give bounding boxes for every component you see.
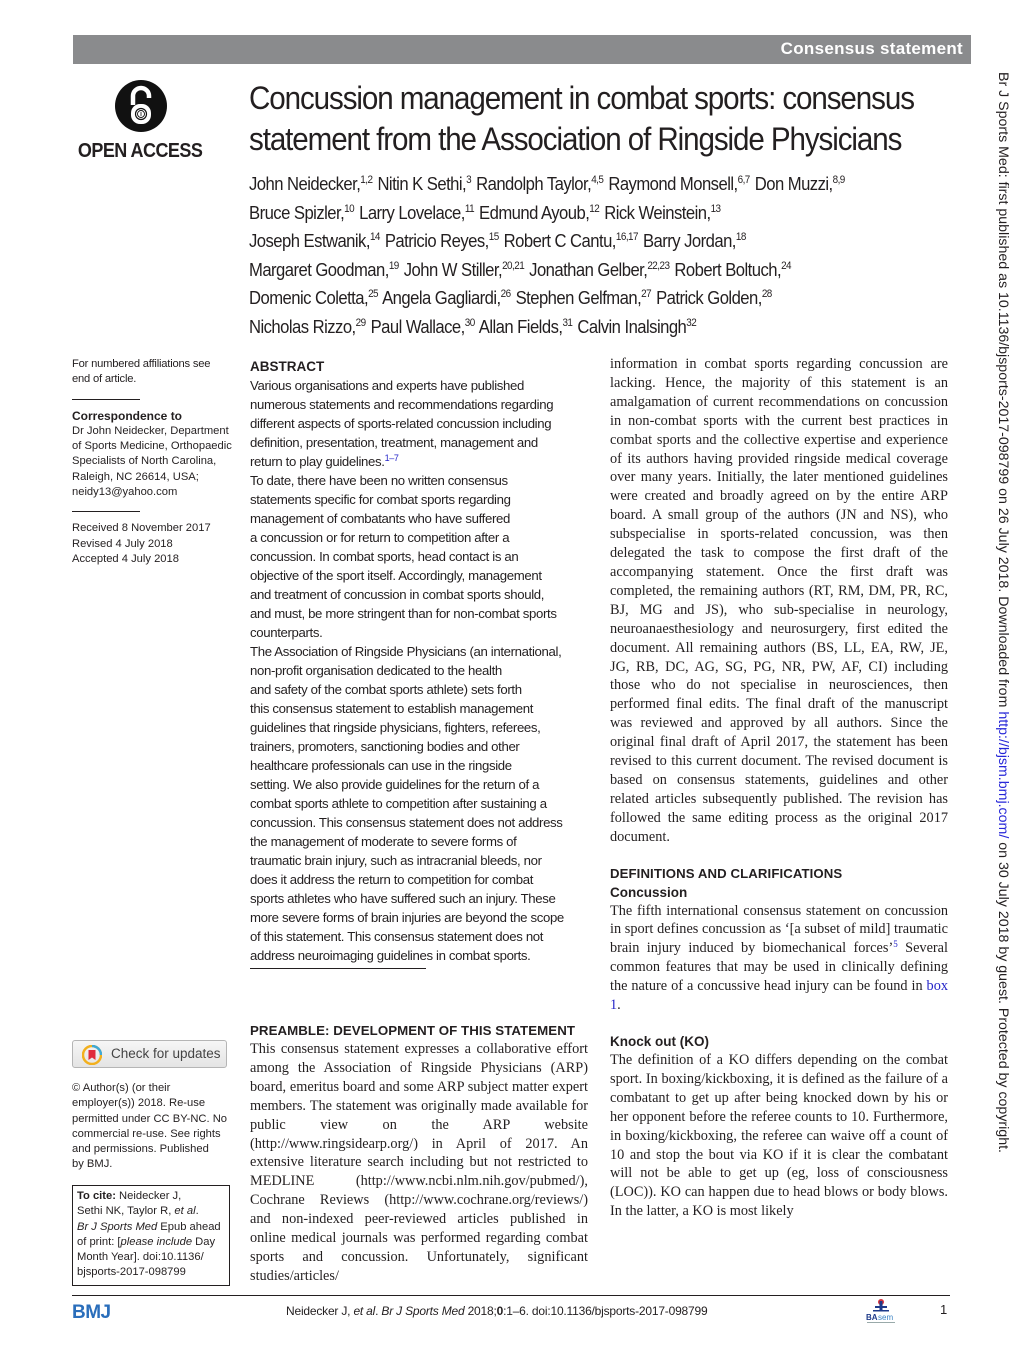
reference-link[interactable]: 1–7 bbox=[384, 453, 399, 463]
author-name[interactable]: Edmund Ayoub, bbox=[479, 201, 590, 223]
abstract-line: definition, presentation, treatment, management and bbox=[250, 435, 538, 450]
affiliation-ref: 31 bbox=[562, 316, 573, 329]
affiliation-ref: 22,23 bbox=[647, 259, 670, 272]
affiliation-ref: 13 bbox=[710, 202, 721, 215]
affiliation-ref: 25 bbox=[368, 288, 379, 300]
cite-text: . bbox=[195, 1205, 199, 1218]
affiliation-ref: 26 bbox=[500, 288, 511, 300]
abstract-line: guidelines that ringside physicians, fighters, referees, bbox=[250, 720, 541, 735]
citation-box bbox=[72, 1185, 230, 1286]
abstract-line: address neuroimaging guidelines in combat sports. bbox=[250, 948, 531, 963]
affiliation-ref: 11 bbox=[464, 202, 475, 215]
author-name[interactable]: Robert C Cantu, bbox=[503, 230, 616, 251]
author-name[interactable]: Patricio Reyes, bbox=[384, 230, 489, 251]
author-line bbox=[249, 284, 933, 313]
abstract-line: The Association of Ringside Physicians (an international, bbox=[250, 644, 562, 659]
divider bbox=[72, 511, 140, 512]
abstract-line: objective of the sport itself. Accordingly, management bbox=[250, 568, 542, 583]
correspondence-address bbox=[72, 424, 232, 500]
rights-line: permitted under CC BY-NC. No bbox=[72, 1112, 228, 1125]
author-name[interactable]: Bruce Spizler, bbox=[249, 201, 345, 223]
text-run: Several common features that may be used in clinically defining the nature of a concussive head injury can be found in bbox=[610, 940, 948, 995]
abstract-line: statements specific for combat sports regarding bbox=[250, 492, 511, 507]
author-line bbox=[249, 313, 933, 342]
article-title bbox=[249, 78, 914, 160]
rights-line: employer(s)) 2018. Re-use bbox=[72, 1097, 206, 1110]
text-run: Neidecker J, bbox=[286, 1304, 354, 1318]
author-name[interactable]: Jonathan Gelber, bbox=[529, 258, 648, 280]
abstract-line: management of combatants who have suffered bbox=[250, 511, 510, 526]
abstract-line: the management of moderate to severe forms of bbox=[250, 834, 517, 849]
abstract-line: concussion. This consensus statement does not address bbox=[250, 815, 563, 830]
preamble-paragraph: This consensus statement expresses a collaborative effort among the Association of Ringside Physicians (ARP) board, emeritus board and some ARP subject matter expert members. The statement was originally made available for public view on the ARP website (http://www.ringsidearp.org/) in April of 2017. An extensive literature search including but not restricted to MEDLINE (http://www.ncbi.nlm.nih.gov/pubmed/), Cochrane Reviews (http://www.cochrane.org/reviews/) and non-indexed peer-reviewed articles published in online medical journals was performed regarding combat sports and concussion. Unfortunately, significant studies/articles/ bbox=[250, 1041, 588, 1284]
knockout-paragraph: The definition of a KO differs depending on the combat sport. In boxing/kickboxing, it is defined as the failure of a combatant to get up after being knocked down by his or her opponent before the referee counts to 10. Furthermore, in boxing/kickboxing, the referee can waive off a count of 10 and stop the bout via KO if it is clear the combatant will not be able to get up (eg, loss of consciousness (LOC)). KO can happen due to head blows or body blows. In the latter, a KO is most likely bbox=[610, 1052, 948, 1220]
download-watermark bbox=[995, 72, 1011, 1153]
author-name[interactable]: Nicholas Rizzo, bbox=[249, 315, 356, 337]
abstract-line: return to play guidelines. bbox=[250, 454, 385, 469]
check-for-updates-button[interactable] bbox=[72, 1040, 227, 1068]
section-label: Consensus statement bbox=[780, 39, 963, 58]
cite-text: Sethi NK, Taylor R, bbox=[77, 1205, 175, 1218]
right-column bbox=[610, 355, 948, 1221]
abstract-paragraph bbox=[250, 376, 585, 471]
abstract-line: counterparts. bbox=[250, 625, 323, 640]
abstract-paragraph bbox=[250, 471, 585, 642]
author-list bbox=[249, 170, 933, 341]
affiliation-ref: 27 bbox=[641, 288, 652, 300]
author-name[interactable]: Angela Gagliardi, bbox=[382, 287, 501, 308]
rights-line: commercial re-use. See rights bbox=[72, 1127, 221, 1140]
author-name[interactable]: John Neidecker, bbox=[249, 173, 361, 194]
address-line: of Sports Medicine, Orthopaedic bbox=[72, 440, 232, 453]
author-name[interactable]: Joseph Estwanik, bbox=[249, 230, 370, 251]
abstract-line: healthcare professionals can use in the ringside bbox=[250, 758, 512, 773]
title-line: statement from the Association of Ringside Physicians bbox=[249, 121, 902, 157]
article-sidebar bbox=[72, 357, 232, 567]
cite-text: Day bbox=[192, 1235, 216, 1248]
abstract-line: sports athletes who have suffered such an injury. These bbox=[250, 891, 556, 906]
preamble-heading: PREAMBLE: DEVELOPMENT OF THIS STATEMENT bbox=[250, 1023, 576, 1038]
abstract-line: numerous statements and recommendations regarding bbox=[250, 397, 554, 412]
watermark-text: on 30 July 2018 by guest. Protected by copyright. bbox=[995, 838, 1011, 1153]
abstract-line: Various organisations and experts have published bbox=[250, 378, 525, 393]
abstract-line: setting. We also provide guidelines for the return of a bbox=[250, 777, 540, 792]
author-name[interactable]: Don Muzzi, bbox=[754, 173, 833, 194]
author-name[interactable]: John W Stiller, bbox=[403, 258, 503, 280]
text-run: . bbox=[617, 997, 621, 1014]
footer-rule bbox=[72, 1295, 950, 1296]
text-run: . bbox=[375, 1304, 382, 1318]
abstract-line: and safety of the combat sports athlete) sets forth bbox=[250, 682, 522, 697]
abstract-line: this consensus statement to establish management bbox=[250, 701, 534, 716]
author-line bbox=[249, 256, 933, 285]
abstract-line: trainers, promoters, sanctioning bodies and other bbox=[250, 739, 520, 754]
correspondence-heading: Correspondence to bbox=[72, 408, 183, 423]
text-run: Br J Sports Med bbox=[381, 1304, 465, 1318]
knockout-subheading: Knock out (KO) bbox=[610, 1034, 709, 1049]
definitions-heading: DEFINITIONS AND CLARIFICATIONS bbox=[610, 865, 843, 881]
affiliation-ref: 32 bbox=[686, 316, 697, 329]
author-name[interactable]: Margaret Goodman, bbox=[249, 258, 389, 280]
affiliation-ref: 1,2 bbox=[360, 174, 373, 186]
author-name[interactable]: Calvin Inalsingh bbox=[577, 315, 687, 337]
rights-line: and permissions. Published bbox=[72, 1143, 209, 1156]
abstract-section bbox=[250, 357, 585, 965]
rights-line: by BMJ. bbox=[72, 1158, 113, 1171]
abstract-line: of this statement. This consensus statement does not bbox=[250, 929, 544, 944]
correspondence-email[interactable]: neidy13@yahoo.com bbox=[72, 486, 178, 499]
affiliation-ref: 8,9 bbox=[832, 174, 845, 186]
cite-label: To cite: bbox=[77, 1190, 116, 1202]
affiliation-ref: 16,17 bbox=[615, 231, 638, 243]
abstract-line: different aspects of sports-related concussion including bbox=[250, 416, 552, 431]
abstract-line: To date, there have been no written consensus bbox=[250, 473, 508, 488]
basem-logo-icon bbox=[864, 1298, 898, 1326]
affiliation-ref: 6,7 bbox=[737, 174, 750, 186]
footer-citation bbox=[286, 1304, 707, 1318]
title-line: Concussion management in combat sports: consensus bbox=[249, 80, 914, 116]
reference-link[interactable]: 5 bbox=[893, 939, 898, 950]
affiliation-ref: 29 bbox=[355, 316, 366, 329]
preamble-section bbox=[250, 1021, 588, 1286]
received-date: Received 8 November 2017 bbox=[72, 522, 211, 535]
author-name[interactable]: Paul Wallace, bbox=[370, 315, 465, 337]
text-run: 2018; bbox=[464, 1304, 497, 1318]
bjsm-link[interactable]: http://bjsm.bmj.com/ bbox=[995, 711, 1011, 839]
affiliation-ref: 18 bbox=[735, 231, 746, 243]
address-line: Dr John Neidecker, Department bbox=[72, 424, 229, 437]
page-number: 1 bbox=[940, 1302, 948, 1317]
address-line: Specialists of North Carolina, bbox=[72, 455, 217, 468]
box-1-link[interactable]: box 1 bbox=[610, 978, 948, 1014]
cite-text: Epub ahead bbox=[157, 1220, 221, 1233]
cite-text: et al bbox=[174, 1205, 196, 1218]
revised-date: Revised 4 July 2018 bbox=[72, 537, 173, 550]
cite-text: please include bbox=[120, 1235, 193, 1248]
author-name[interactable]: Larry Lovelace, bbox=[359, 201, 465, 223]
check-updates-icon bbox=[82, 1045, 102, 1065]
text-run: :1–6. doi:10.1136/bjsports-2017-098799 bbox=[503, 1304, 708, 1318]
author-name[interactable]: Robert Boltuch, bbox=[674, 258, 782, 280]
abstract-line: non-profit organisation dedicated to the health bbox=[250, 663, 502, 678]
open-access-badge bbox=[68, 78, 213, 163]
text-run: et al bbox=[353, 1304, 376, 1318]
abstract-line: a concussion or for return to competition after a bbox=[250, 530, 510, 545]
concussion-paragraph bbox=[610, 902, 948, 1015]
preamble-paragraph-continued: information in combat sports regarding concussion are lacking. Hence, the majority of this statement is an amalgamation of current recommendations on concussion in non-combat sports with the current best practices in combat sports and the collective expertise and experience of its authors having provided ringside medical coverage over many years. Initially, the later mentioned guidelines were created and broadly agreed on by the entire ARP board. A small group of the authors (JN and NS), who subspecialise in sports-related concussion, was then delegated the task to compose the first draft of the accompanying statement. Once the first draft was completed, the remaining authors (RT, RM, DM, PR, RC, BJ, MG and JS), who sub-specialise in neurology, neuroanaesthesiology and neurosurgery, first edited the document. All remaining authors (BS, LL, EA, RW, JE, JG, RB, DC, AG, SG, PG, NR, PW, AF, CI) including those who do not specialise in neurosciences, then performed final edits. The final draft of the manuscript was reviewed and approved by all authors. Since the original final draft of April 2017, the statement has been revised to this current document. The revised document is based on consensus statements, guidelines and other related articles subsequently published. The revision has followed the same editing process as the original 2017 document. bbox=[610, 356, 948, 845]
address-line: Raleigh, NC 26614, USA; bbox=[72, 470, 199, 483]
author-name[interactable]: Rick Weinstein, bbox=[604, 201, 711, 223]
divider bbox=[72, 399, 140, 400]
affiliation-ref: 3 bbox=[466, 174, 472, 186]
section-header-bar bbox=[73, 35, 971, 64]
open-access-lock-icon bbox=[113, 78, 169, 134]
affiliation-ref: 24 bbox=[781, 259, 792, 272]
watermark-text: Br J Sports Med: first published as 10.1136/bjsports-2017-098799 on 26 July 2018. Downloaded from bbox=[995, 72, 1011, 712]
affiliation-ref: 14 bbox=[369, 231, 380, 243]
cite-text: bjsports-2017-098799 bbox=[77, 1266, 186, 1279]
abstract-line: traumatic brain injury, such as intracranial bleeds, nor bbox=[250, 853, 542, 868]
abstract-end-rule bbox=[250, 968, 426, 969]
abstract-paragraph bbox=[250, 642, 585, 965]
affiliations-note: For numbered affiliations see end of article. bbox=[72, 358, 211, 386]
affiliation-ref: 15 bbox=[488, 231, 499, 243]
affiliation-ref: 19 bbox=[388, 259, 399, 272]
abstract-line: and must, be more stringent than for non-combat sports bbox=[250, 606, 557, 621]
open-access-label: OPEN ACCESS bbox=[78, 140, 203, 162]
accepted-date: Accepted 4 July 2018 bbox=[72, 552, 179, 565]
author-name[interactable]: Allan Fields, bbox=[478, 315, 563, 337]
affiliation-ref: 4,5 bbox=[591, 174, 604, 186]
abstract-line: does it address the return to competition for combat bbox=[250, 872, 534, 887]
abstract-line: concussion. In combat sports, head contact is an bbox=[250, 549, 519, 564]
author-name[interactable]: Raymond Monsell, bbox=[608, 173, 738, 194]
cite-text: Neidecker J, bbox=[115, 1190, 182, 1202]
affiliation-ref: 12 bbox=[589, 202, 600, 215]
author-line bbox=[249, 199, 933, 228]
affiliation-ref: 20,21 bbox=[502, 259, 525, 272]
copyright-notice bbox=[72, 1081, 232, 1173]
abstract-line: more severe forms of brain injuries are beyond the scope bbox=[250, 910, 564, 925]
author-line bbox=[249, 170, 933, 199]
concussion-subheading: Concussion bbox=[610, 884, 688, 900]
author-name[interactable]: Nitin K Sethi, bbox=[377, 173, 467, 194]
author-name[interactable]: Domenic Coletta, bbox=[249, 287, 369, 308]
affiliation-ref: 28 bbox=[761, 288, 772, 300]
abstract-line: combat sports athlete to competition after sustaining a bbox=[250, 796, 547, 811]
svg-text:sem: sem bbox=[878, 1313, 894, 1322]
author-line bbox=[249, 227, 933, 256]
abstract-line: and treatment of concussion in combat sports should, bbox=[250, 587, 545, 602]
author-name[interactable]: Barry Jordan, bbox=[642, 230, 736, 251]
author-name[interactable]: Randolph Taylor, bbox=[476, 173, 592, 194]
author-name[interactable]: Stephen Gelfman, bbox=[515, 287, 642, 308]
author-name[interactable]: Patrick Golden, bbox=[656, 287, 762, 308]
svg-text:BA: BA bbox=[866, 1313, 878, 1322]
text-run: 0 bbox=[496, 1304, 504, 1318]
abstract-heading: ABSTRACT bbox=[250, 359, 325, 374]
cite-text: Month Year]. doi:10.1136/ bbox=[77, 1251, 204, 1264]
cite-journal: Br J Sports Med bbox=[77, 1220, 158, 1233]
affiliation-ref: 10 bbox=[344, 202, 355, 215]
text-run: The fifth international consensus statement on concussion in sport defines concussion as ‘[a subset of mild] traumatic brain injury induced by biomechanical forces’ bbox=[610, 902, 948, 957]
cite-text: of print: [ bbox=[77, 1235, 121, 1248]
affiliation-ref: 30 bbox=[464, 316, 475, 329]
bmj-logo: BMJ bbox=[72, 1302, 111, 1323]
check-for-updates-label: Check for updates bbox=[111, 1046, 221, 1061]
rights-line: © Author(s) (or their bbox=[72, 1082, 171, 1094]
